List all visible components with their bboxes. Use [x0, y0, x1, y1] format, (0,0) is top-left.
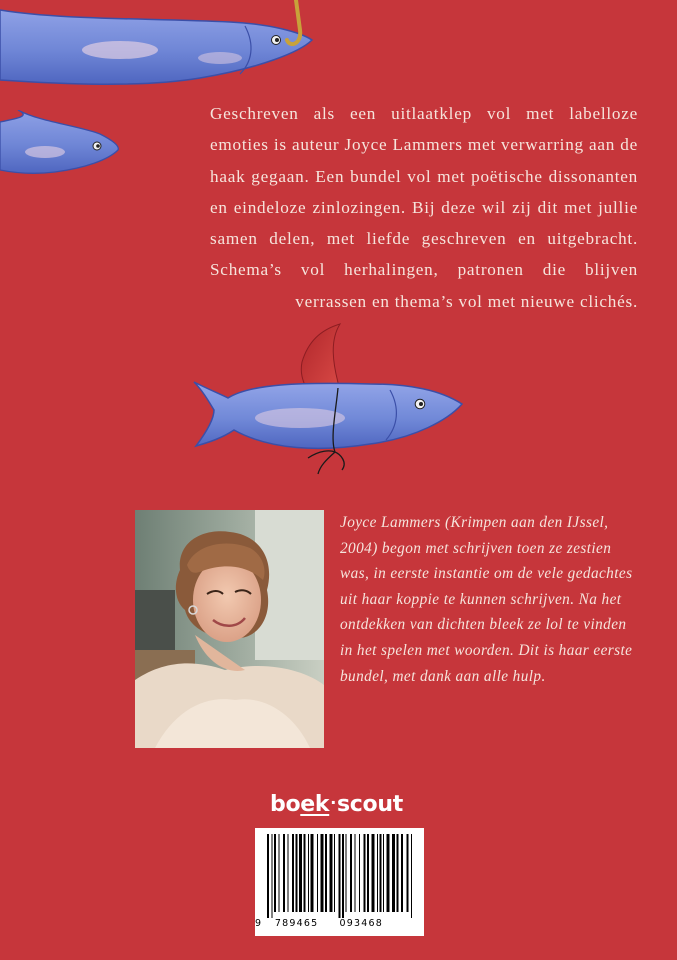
barcode-bar [274, 834, 276, 912]
barcode-bar [267, 834, 269, 918]
barcode-bar [311, 834, 314, 912]
logo-part-bo: bo [270, 792, 301, 817]
barcode-bar [411, 834, 412, 918]
barcode-bar [299, 834, 302, 912]
barcode-bar [325, 834, 327, 912]
barcode-bar [308, 834, 309, 912]
small-fish-illustration [0, 110, 125, 185]
barcode-bar [407, 834, 409, 912]
barcode-bar [364, 834, 366, 912]
barcode-bar [372, 834, 375, 912]
barcode-bar [377, 834, 378, 912]
barcode-bar [339, 834, 341, 918]
barcode-bar [296, 834, 298, 912]
isbn-group-2: 093468 [339, 918, 383, 929]
hooked-fish-illustration [0, 0, 330, 100]
barcode-bar [272, 834, 273, 918]
author-photo [135, 510, 324, 748]
barcode-bars [255, 828, 424, 920]
barcode-bar [383, 834, 384, 912]
barcode-bar [392, 834, 395, 912]
isbn-barcode [255, 828, 424, 936]
barcode-bar [387, 834, 390, 912]
barcode-bar [330, 834, 333, 912]
barcode-bar [288, 834, 289, 912]
barcode-bar [342, 834, 344, 918]
logo-part-scout: scout [337, 792, 403, 817]
barcode-bar [350, 834, 352, 912]
barcode-bar [346, 834, 347, 912]
barcode-bar [359, 834, 360, 912]
shark-fin-fish-illustration [190, 320, 470, 490]
barcode-bar [292, 834, 294, 912]
barcode-bar [321, 834, 324, 912]
author-bio: Joyce Lammers (Krimpen aan den IJssel, 2004) begon met schrijven toen ze zestien was, in eerste instantie om de vele gedachtes uit haar koppie te kunnen schrijven. Na het ontdekken van dichten bleek ze lol te vinden in het spelen met woorden. Dit is haar eerste bundel, met dank aan alle hulp. [340, 514, 633, 685]
barcode-bar [355, 834, 356, 912]
back-cover-blurb: Geschreven als een uitlaatklep vol met labelloze emoties is auteur Joyce Lammers met verwarring aan de haak gegaan. Een bundel vol met poëtische dissonanten en eindeloze zinlozingen. Bij deze wil zij dit met jullie samen delen, met liefde geschreven en uitgebracht. Schema’s vol herhalingen, patronen die blijven verrassen en thema’s vol met nieuwe clichés. [210, 104, 638, 311]
logo-part-ek: ek [300, 792, 330, 817]
barcode-bar [334, 834, 335, 912]
isbn-number [255, 918, 424, 929]
barcode-bar [317, 834, 318, 912]
isbn-prefix: 9 [255, 918, 263, 929]
barcode-bar [380, 834, 382, 912]
isbn-group-1: 789465 [274, 918, 319, 929]
publisher-logo [270, 792, 410, 822]
logo-separator: · [330, 793, 336, 812]
barcode-bar [401, 834, 403, 912]
barcode-bar [397, 834, 399, 912]
barcode-bar [283, 834, 285, 912]
barcode-bar [279, 834, 280, 912]
barcode-bar [304, 834, 306, 912]
barcode-bar [367, 834, 369, 912]
